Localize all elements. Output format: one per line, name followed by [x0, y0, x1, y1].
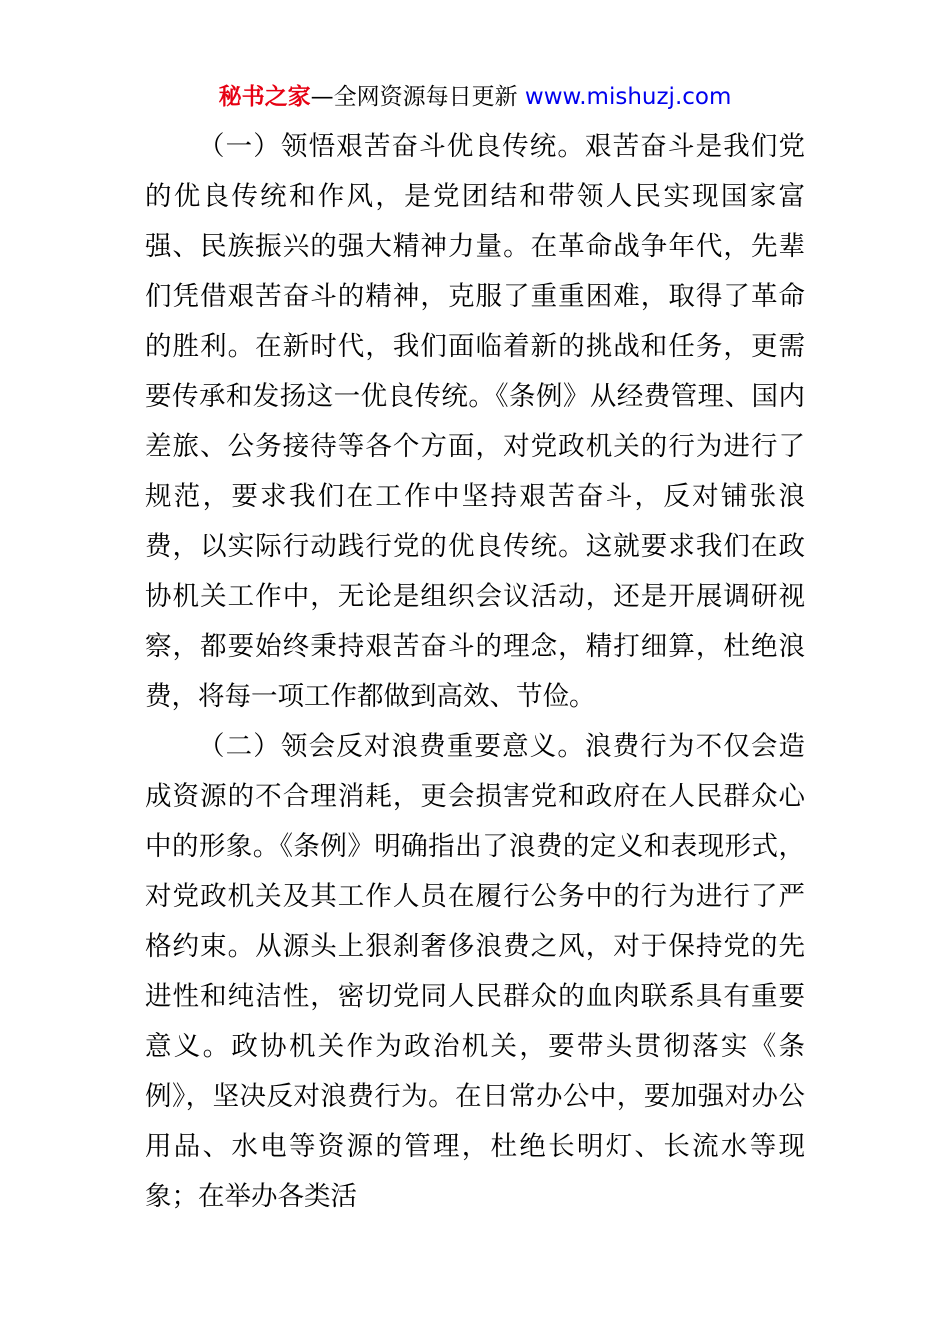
site-url-link[interactable]: www.mishuzj.com: [517, 84, 732, 110]
paragraph-1: （一）领悟艰苦奋斗优良传统。艰苦奋斗是我们党的优良传统和作风，是党团结和带领人民实现国家富强、民族振兴的强大精神力量。在革命战争年代，先辈们凭借艰苦奋斗的精神，克服了重重困难，取得了革命的胜利。在新时代，我们面临着新的挑战和任务，更需要传承和发扬这一优良传统。《条例》从经费管理、国内差旅、公务接待等各个方面，对党政机关的行为进行了规范，要求我们在工作中坚持艰苦奋斗，反对铺张浪费，以实际行动践行党的优良传统。这就要求我们在政协机关工作中，无论是组织会议活动，还是开展调研视察，都要始终秉持艰苦奋斗的理念，精打细算，杜绝浪费，将每一项工作都做到高效、节俭。: [145, 131, 805, 712]
paragraph-2: （二）领会反对浪费重要意义。浪费行为不仅会造成资源的不合理消耗，更会损害党和政府在人民群众心中的形象。《条例》明确指出了浪费的定义和表现形式，对党政机关及其工作人员在履行公务中的行为进行了严格约束。从源头上狠刹奢侈浪费之风，对于保持党的先进性和纯洁性，密切党同人民群众的血肉联系具有重要意义。政协机关作为政治机关，要带头贯彻落实《条例》，坚决反对浪费行为。在日常办公中，要加强对办公用品、水电等资源的管理，杜绝长明灯、长流水等现象；在举办各类活: [145, 731, 805, 1212]
header-tagline: —全网资源每日更新: [310, 84, 518, 110]
brand-name: 秘书之家: [218, 84, 311, 110]
document-body: [145, 122, 805, 1222]
site-header: [0, 80, 950, 114]
